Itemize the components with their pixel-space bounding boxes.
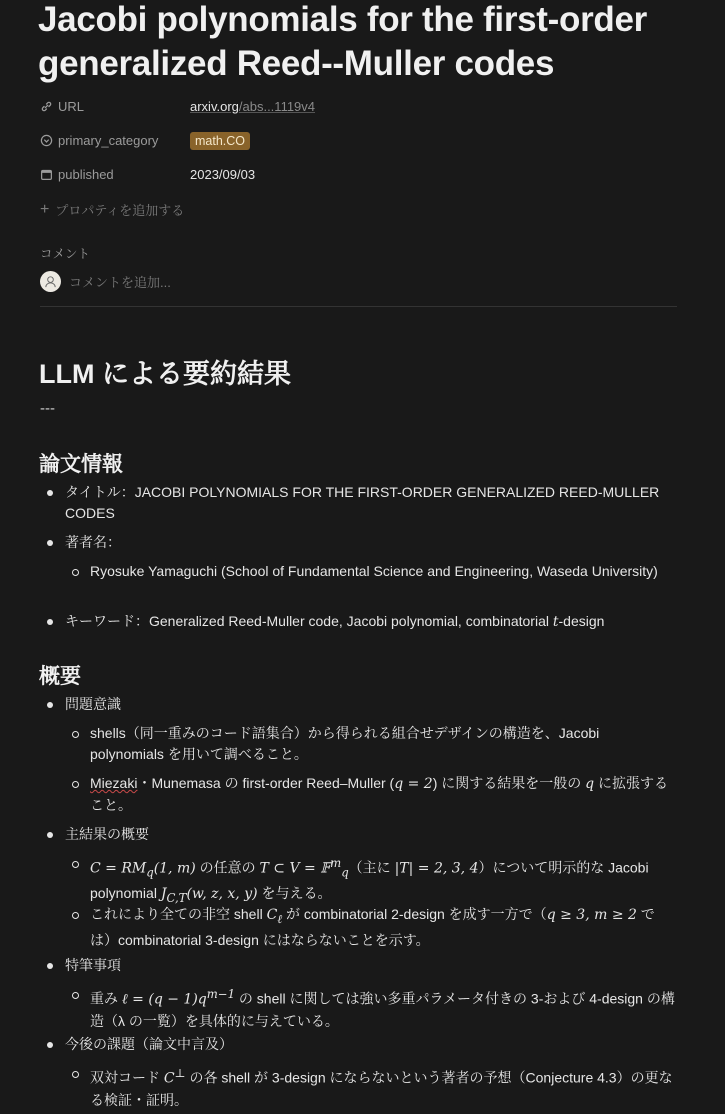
url-value[interactable]: arxiv.org/abs...1119v4 <box>190 98 316 114</box>
list-item[interactable]: 著者名： <box>65 534 121 550</box>
paper-info-heading[interactable]: 論文情報 <box>39 453 123 476</box>
bullet <box>47 490 53 496</box>
select-circle-icon <box>40 134 53 147</box>
calendar-icon <box>40 168 53 181</box>
list-item[interactable]: タイトル：JACOBI POLYNOMIALS FOR THE FIRST-ORDER GENERALIZED REED-MULLER CODES <box>65 484 660 521</box>
list-item[interactable]: 問題意識 <box>65 696 121 712</box>
list-item[interactable]: これにより全ての非空 shell $C_\ell$ が combinatorial 2-design を成す一方で（q ≥ 3, m ≥ 2 では）combinatorial 3-design にはならないことを示す。 <box>90 906 655 948</box>
comment-input-row[interactable] <box>40 271 171 292</box>
overview-heading[interactable]: 概要 <box>39 665 81 688</box>
category-value[interactable] <box>190 133 250 148</box>
bullet <box>47 540 53 546</box>
property-published <box>40 163 255 185</box>
bullet <box>47 832 53 838</box>
list-item[interactable]: 双対コード C⊥ の各 shell が 3-design にならないという著者の予想（Conjecture 4.3）の更なる検証・証明。 <box>90 1066 673 1108</box>
bullet <box>72 731 79 738</box>
comments-heading: コメント <box>40 247 91 261</box>
property-name-category[interactable]: primary_category <box>40 133 190 148</box>
bullet <box>72 1071 79 1078</box>
user-avatar-icon <box>43 274 58 289</box>
avatar <box>40 271 61 292</box>
bullet <box>72 912 79 919</box>
list-item[interactable]: Ryosuke Yamaguchi (School of Fundamental Science and Engineering, Waseda University) <box>90 563 658 579</box>
list-item[interactable]: 重み ℓ = $(q - 1)q^{m-1}$ の shell に関しては強い多重パラメータ付きの 3-および 4-design の構造（λ の一覧）を具体的に与えている。 <box>90 987 675 1029</box>
page-title[interactable]: Jacobi polynomials for the first-order generalized Reed--Muller codes <box>38 0 647 83</box>
published-value[interactable]: 2023/09/03 <box>190 166 256 182</box>
bullet <box>72 781 79 788</box>
list-item[interactable]: Miezaki・Munemasa の first-order Reed–Muller (q = 2) に関する結果を一般の q に拡張すること。 <box>90 775 669 813</box>
list-item[interactable]: 特筆事項 <box>65 957 121 973</box>
category-tag: math.CO <box>190 132 250 150</box>
bullet <box>72 569 79 576</box>
property-name-published[interactable]: published <box>40 167 190 182</box>
summary-heading[interactable]: LLM による要約結果 <box>39 359 291 389</box>
bullet <box>72 992 79 999</box>
list-item[interactable]: 主結果の概要 <box>65 826 149 842</box>
bullet <box>47 963 53 969</box>
plus-icon: + <box>40 200 50 218</box>
list-item[interactable]: 今後の課題（論文中言及） <box>65 1036 233 1052</box>
property-name-url[interactable]: URL <box>40 99 190 114</box>
add-property-button[interactable]: + プロパティを追加する <box>40 200 185 218</box>
separator-text[interactable]: --- <box>40 400 55 417</box>
comment-input[interactable]: コメントを追加... <box>69 275 171 290</box>
property-primary-category <box>40 129 250 151</box>
list-item[interactable]: キーワード：Generalized Reed-Muller code, Jacobi polynomial, combinatorial t-design <box>65 613 605 630</box>
list-item[interactable]: $C = RM_q(1$, m) の任意の T ⊂ V = 𝔽$^m_q$（主に |T| = 2, 3, 4）について明示的な Jacobi polynomial $J_{C,T}(w$, z, x, y) を与える。 <box>90 856 649 906</box>
divider <box>40 306 677 307</box>
bullet <box>72 861 79 868</box>
list-item[interactable]: shells（同一重みのコード語集合）から得られる組合せデザインの構造を、Jacobi polynomials を用いて調べること。 <box>90 725 600 762</box>
bullet <box>47 702 53 708</box>
link-icon <box>40 100 53 113</box>
bullet <box>47 1042 53 1048</box>
bullet <box>47 619 53 625</box>
property-url <box>40 95 315 117</box>
